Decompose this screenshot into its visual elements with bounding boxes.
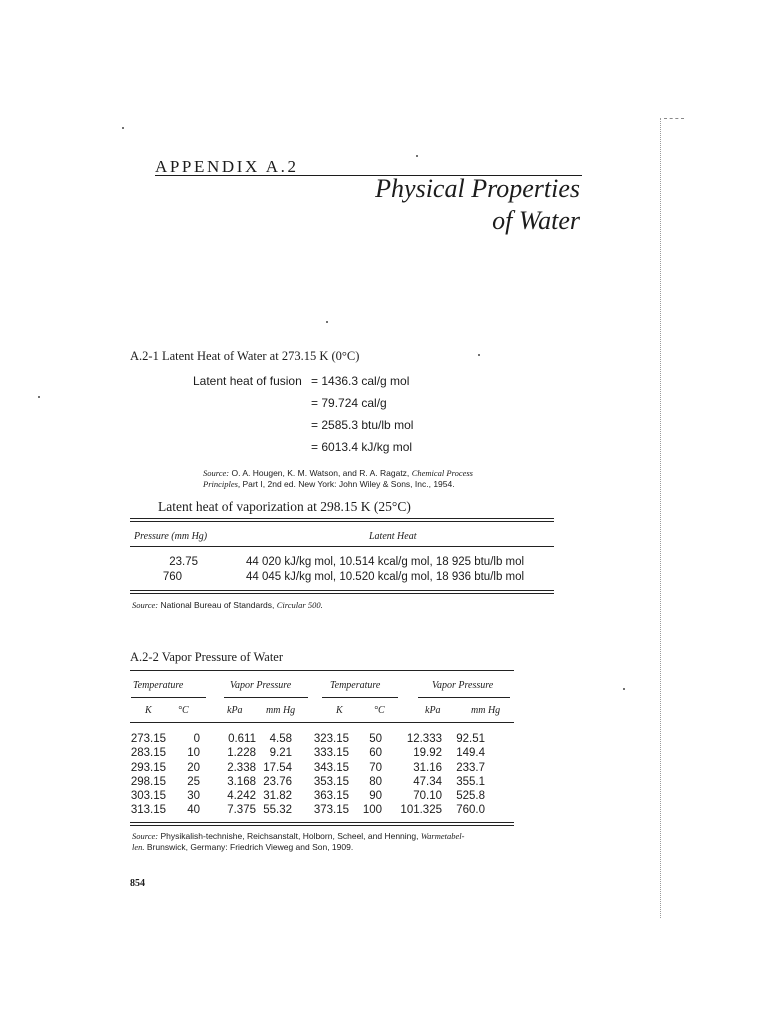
unit-header: °C (374, 705, 385, 716)
source-italic: Warmetabel- (420, 831, 465, 841)
cell-mmhg: 760.0 (456, 804, 485, 817)
table-source-note (132, 600, 323, 611)
cell-mmhg: 55.32 (263, 804, 292, 817)
table-rule-top (130, 521, 554, 522)
vp-rule-header (130, 722, 514, 723)
source-title-2: Principles, (203, 479, 241, 489)
cell-mmhg: 92.51 (456, 733, 485, 745)
cell-temp-k: 363.15 (313, 790, 349, 803)
cell-temp-c: 50 (369, 733, 382, 745)
scan-speck (122, 127, 124, 129)
group-underline (418, 697, 510, 698)
unit-header: mm Hg (471, 705, 501, 716)
cell-temp-c: 100 (362, 804, 382, 817)
fusion-source-note (203, 468, 543, 490)
cell-temp-c: 30 (187, 790, 200, 803)
scan-mark-artifact (664, 118, 684, 120)
scan-speck (623, 688, 625, 690)
group-underline (224, 697, 308, 698)
table-row (130, 803, 485, 817)
cell-kpa: 19.92 (413, 747, 442, 760)
vaporization-heading: Latent heat of vaporization at 298.15 K (25°C) (158, 499, 411, 514)
vp-rule-top (130, 670, 514, 671)
unit-header: K (145, 705, 152, 716)
source-prefix: Source: (132, 831, 159, 841)
page-number: 854 (130, 878, 145, 889)
scan-edge-artifact (660, 118, 675, 918)
scan-speck (38, 396, 40, 398)
col-header-latent: Latent Heat (369, 531, 417, 542)
cell-temp-k: 353.15 (313, 775, 349, 788)
page-title-line-1: Physical Properties (375, 174, 580, 203)
cell-mmhg: 9.21 (269, 747, 292, 760)
cell-temp-k: 273.15 (130, 733, 166, 745)
unit-header: kPa (227, 705, 243, 716)
scan-speck (326, 321, 328, 323)
group-header-temperature: Temperature (133, 680, 184, 691)
scan-speck (478, 354, 480, 356)
source-italic: len. (132, 842, 145, 852)
cell-temp-c: 90 (369, 790, 382, 803)
section-a21-heading: A.2-1 Latent Heat of Water at 273.15 K (0°C) (130, 349, 360, 363)
cell-mmhg: 17.54 (263, 761, 292, 774)
table-cell-latent: 44 045 kJ/kg mol, 10.520 kcal/g mol, 18 936 btu/lb mol (246, 571, 525, 583)
fusion-value: = 6013.4 kJ/kg mol (311, 440, 413, 454)
cell-temp-c: 70 (369, 761, 382, 774)
cell-temp-k: 333.15 (313, 747, 349, 760)
cell-temp-c: 60 (369, 747, 382, 760)
group-underline (131, 697, 206, 698)
cell-temp-k: 323.15 (313, 733, 349, 745)
table-cell-latent: 44 020 kJ/kg mol, 10.514 kcal/g mol, 18 925 btu/lb mol (246, 556, 525, 568)
cell-kpa: 31.16 (413, 761, 442, 774)
table-rule-header (130, 546, 554, 547)
appendix-label: APPENDIX A.2 (155, 157, 299, 176)
col-header-pressure: Pressure (mm Hg) (134, 531, 208, 542)
source-text: Physikalish-technishe, Reichsanstalt, Holborn, Scheel, and Henning, (160, 831, 419, 841)
cell-temp-k: 283.15 (130, 747, 166, 760)
table-cell-pressure: 23.75 (169, 556, 198, 568)
unit-header: K (336, 705, 343, 716)
cell-temp-c: 10 (187, 747, 200, 760)
vp-rule-bottom (130, 825, 514, 826)
scan-speck (416, 155, 418, 157)
cell-kpa: 47.34 (413, 775, 442, 788)
cell-mmhg: 355.1 (456, 775, 485, 788)
cell-temp-c: 0 (193, 733, 200, 745)
cell-temp-c: 25 (187, 775, 200, 788)
source-rest: Brunswick, Germany: Friedrich Vieweg and Son, 1909. (146, 842, 354, 852)
table-row (130, 732, 485, 746)
group-header-temperature: Temperature (330, 680, 381, 691)
cell-kpa: 7.375 (227, 804, 256, 817)
cell-kpa: 12.333 (406, 733, 442, 745)
table-rule-bottom (130, 590, 554, 591)
unit-header: mm Hg (266, 705, 296, 716)
source-rest: Part I, 2nd ed. New York: John Wiley & Sons, Inc., 1954. (242, 479, 455, 489)
cell-temp-c: 20 (187, 761, 200, 774)
table-row (130, 789, 485, 803)
cell-kpa: 2.338 (227, 761, 256, 774)
page-title-line-2: of Water (492, 206, 580, 235)
unit-header: °C (178, 705, 189, 716)
cell-mmhg: 525.8 (456, 790, 485, 803)
vp-rule-bottom (130, 822, 514, 823)
vp-source-note (132, 831, 522, 853)
fusion-value: = 2585.3 btu/lb mol (311, 418, 414, 432)
cell-temp-c: 40 (187, 804, 200, 817)
cell-kpa: 0.611 (228, 733, 256, 745)
vapor-pressure-table (130, 732, 485, 818)
source-title: Chemical Process (411, 468, 473, 478)
table-cell-pressure: 760 (162, 571, 182, 583)
table-rule-top (130, 518, 554, 519)
source-authors: O. A. Hougen, K. M. Watson, and R. A. Ragatz, (231, 468, 410, 478)
fusion-label: Latent heat of fusion (193, 374, 302, 388)
cell-temp-k: 298.15 (130, 775, 166, 788)
cell-mmhg: 4.58 (269, 733, 292, 745)
table-row (130, 775, 485, 789)
cell-mmhg: 23.76 (263, 775, 292, 788)
cell-temp-k: 343.15 (313, 761, 349, 774)
cell-mmhg: 149.4 (456, 747, 485, 760)
table-row (130, 761, 485, 775)
cell-mmhg: 233.7 (456, 761, 485, 774)
fusion-value: = 79.724 cal/g (311, 396, 387, 410)
group-header-vapor-pressure: Vapor Pressure (432, 680, 494, 691)
cell-kpa: 70.10 (413, 790, 442, 803)
table-row (130, 746, 485, 760)
unit-header: kPa (425, 705, 441, 716)
cell-temp-k: 293.15 (130, 761, 166, 774)
cell-temp-k: 313.15 (130, 804, 166, 817)
cell-mmhg: 31.82 (263, 790, 292, 803)
cell-kpa: 4.242 (227, 790, 256, 803)
source-text: National Bureau of Standards, (160, 600, 275, 610)
cell-kpa: 101.325 (400, 804, 442, 817)
cell-temp-c: 80 (369, 775, 382, 788)
cell-kpa: 1.228 (227, 747, 256, 760)
source-prefix: Source: (132, 600, 159, 610)
cell-temp-k: 373.15 (313, 804, 349, 817)
cell-temp-k: 303.15 (130, 790, 166, 803)
section-a22-heading: A.2-2 Vapor Pressure of Water (130, 650, 284, 664)
source-italic: Circular 500. (276, 600, 323, 610)
cell-kpa: 3.168 (227, 775, 256, 788)
group-underline (322, 697, 398, 698)
table-rule-bottom (130, 593, 554, 594)
fusion-value: = 1436.3 cal/g mol (311, 374, 410, 388)
source-prefix: Source: (203, 468, 230, 478)
group-header-vapor-pressure: Vapor Pressure (230, 680, 292, 691)
